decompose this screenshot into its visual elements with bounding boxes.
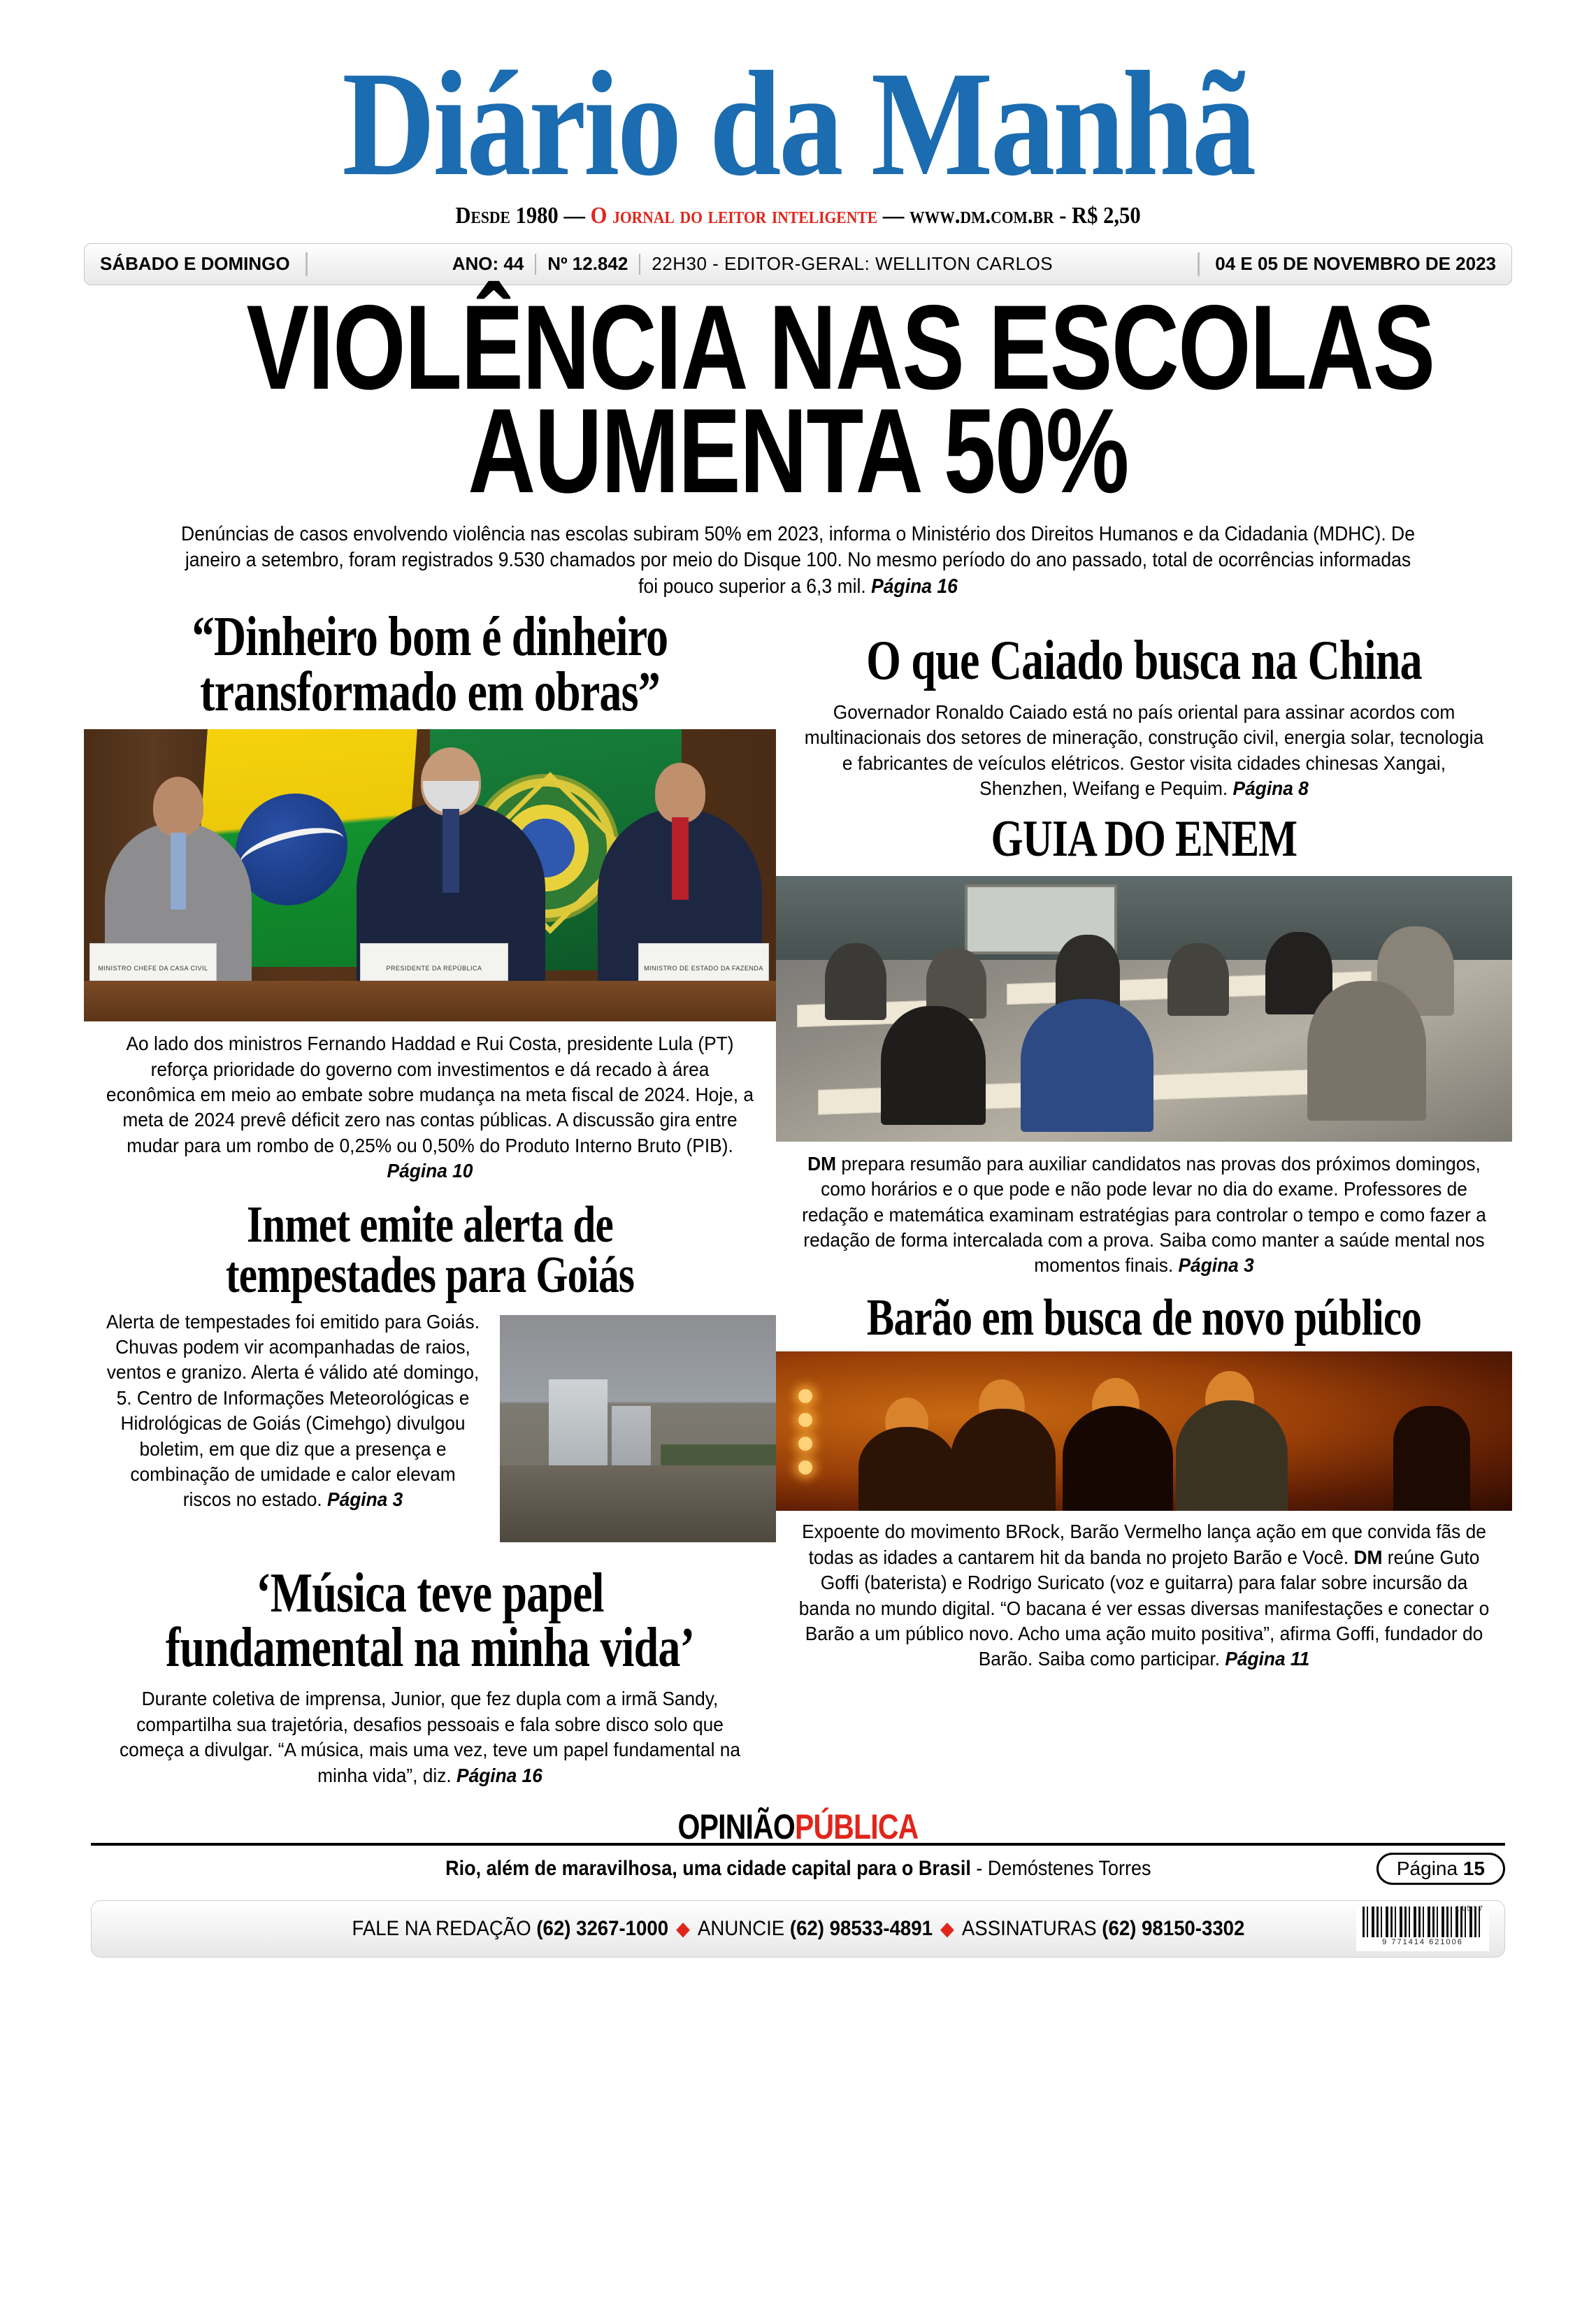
band-member-2 [951, 1409, 1056, 1511]
raised-hand-silhouette [1393, 1406, 1470, 1511]
caption-barao-text1: Expoente do movimento BRock, Barão Vermelho lança ação em que convida fãs de todas as idades a cantarem hit da banda no projeto Barão e Você. [802, 1521, 1486, 1568]
caption-barao-lead: DM [1353, 1546, 1383, 1568]
headline-guia-enem[interactable]: GUIA DO ENEM [991, 810, 1297, 868]
footer-contact-bar [91, 1900, 1505, 1958]
caption-inmet [105, 1309, 756, 1513]
infobar-divider-3 [639, 254, 640, 275]
stage-light-2 [798, 1413, 812, 1427]
page-ref-musica[interactable]: Página 16 [456, 1764, 542, 1786]
headline-dinheiro[interactable]: “Dinheiro bom é dinheiro transformado em obras” [192, 606, 668, 723]
headline-barao[interactable]: Barão em busca de novo público [866, 1288, 1422, 1347]
opinion-headline: Rio, além de maravilhosa, uma cidade capital para o Brasil [445, 1856, 971, 1880]
footer-phone-redacao[interactable]: (62) 3267-1000 [535, 1916, 668, 1940]
diamond-icon-1: ◆ [675, 1917, 690, 1939]
headline-caiado[interactable]: O que Caiado busca na China [866, 630, 1422, 692]
opinion-page-number: 15 [1462, 1857, 1485, 1879]
headline-musica[interactable]: ‘Música teve papel fundamental na minha vida’ [165, 1562, 695, 1679]
page-ref-caiado[interactable]: Página 8 [1232, 777, 1309, 799]
tagline-prefix: Desde 1980 — [455, 202, 591, 229]
issue-weekday: SÁBADO E DOMINGO [100, 253, 290, 275]
lead-headline-line1: VIOLÊNCIA NAS ESCOLAS [246, 280, 1435, 415]
caption-enem-text: prepara resumão para auxiliar candidatos nas provas dos próximos domingos, como horários e o que pode e não pode levar no dia do exame. Professores de redação e matemática examinam estratégias para controlar o tempo e como fazer a redação de forma intercalada com a prova. Saiba como manter a saúde mental nos momentos finais. [802, 1152, 1486, 1277]
stage-light-1 [798, 1389, 812, 1403]
opinion-title [218, 1807, 1378, 1847]
lead-headline [246, 280, 1435, 518]
masthead-tagline [80, 203, 1516, 229]
issue-year: ANO: 44 [452, 253, 524, 275]
lead-summary-text: Denúncias de casos envolvendo violência nas escolas subiram 50% em 2023, informa o Ministério dos Direitos Humanos e da Cidadania (MDHC). De janeiro a setembro, foram registrados 9.530 chamados por meio do Disque 100. No mesmo período do ano passado, total de ocorrências informadas foi pouco superior a 6,3 mil. [181, 522, 1415, 598]
nameplate-left-text: MINISTRO CHEFE DA CASA CIVIL [98, 965, 208, 972]
caption-inmet-text: Alerta de tempestades foi emitido para Goiás. Chuvas podem vir acompanhadas de raios, ventos e granizo. Alerta é válido até domingo, 5. Centro de Informações Meteorológicas e Hidrológicas de Goiás (Cimehgo) divulgou boletim, em que diz que a presença e combinação de umidade e calor elevam riscos no estado. [106, 1310, 480, 1511]
footer-phone-anuncie[interactable]: (62) 98533-4891 [789, 1916, 933, 1940]
opinion-page-badge[interactable] [1376, 1853, 1505, 1885]
conference-desk [84, 981, 776, 1021]
photo-barao-vermelho-band [776, 1351, 1512, 1511]
stage-light-3 [798, 1437, 812, 1451]
nameplate-center-text: PRESIDENTE DA REPÚBLICA [386, 965, 482, 972]
nameplate-right-text: MINISTRO DE ESTADO DA FAZENDA [644, 965, 763, 972]
footer-contacts [352, 1917, 1244, 1941]
barcode [1356, 1904, 1489, 1951]
caption-barao [798, 1519, 1490, 1672]
barcode-number: 9 771414 621006 [1382, 1937, 1463, 1946]
nameplate-left [89, 943, 217, 981]
caption-dinheiro-text: Ao lado dos ministros Fernando Haddad e Rui Costa, presidente Lula (PT) reforça prioridade do governo com investimentos e dá recado à área econômica em meio ao embate sobre mudança na meta fiscal de 2024. Hoje, a meta de 2024 prevê déficit zero nas contas públicas. A discussão gira entre mudar para um rombo de 0,25% ou 0,50% do Produto Interno Bruto (PIB). [106, 1033, 754, 1156]
opinion-author: - Demóstenes Torres [970, 1856, 1151, 1880]
infobar-divider-2 [535, 254, 536, 275]
opinion-line[interactable] [445, 1857, 1151, 1881]
photo-enem-classroom [776, 876, 1512, 1142]
lead-page-ref[interactable]: Página 16 [871, 575, 958, 598]
band-member-4 [1176, 1400, 1288, 1511]
opinion-section [91, 1807, 1505, 1881]
student-4 [1167, 943, 1229, 1016]
issue-time-editor: 22H30 - EDITOR-GERAL: WELLITON CARLOS [652, 253, 1054, 275]
right-column [776, 610, 1512, 1788]
caption-caiado [798, 700, 1490, 802]
stage-light-4 [798, 1460, 812, 1474]
caption-caiado-text: Governador Ronaldo Caiado está no país oriental para assinar acordos com multinacionais dos setores de mineração, construção civil, energia solar, tecnologia e fabricantes de veículos elétricos. Gestor visita cidades chinesas Xangai, Shenzhen, Weifang e Pequim. [804, 701, 1484, 799]
band-member-1 [858, 1427, 956, 1511]
student-1 [825, 943, 886, 1020]
barcode-addon-number: 11517 [1455, 1904, 1485, 1913]
opinion-title-black: OPINIÃO [677, 1807, 795, 1846]
student-foreground-2 [1021, 999, 1153, 1132]
photo-lula-ministers [84, 729, 776, 1021]
tagline-suffix: — www.dm.com.br - R$ 2,50 [877, 202, 1141, 229]
caption-enem-lead: DM [807, 1152, 837, 1175]
page-ref-inmet[interactable]: Página 3 [327, 1488, 403, 1511]
inmet-block [84, 1309, 776, 1548]
masthead [0, 0, 1596, 229]
page-ref-barao[interactable]: Página 11 [1225, 1648, 1310, 1670]
caption-barao-text2: reúne Guto Goffi (baterista) e Rodrigo Suricato (voz e guitarra) para falar sobre incursão da banda no mundo digital. “O bacana é ver essas diversas manifestações e conectar o Barão a um público novo. Acho uma ação muito positiva”, afirma Goffi, fundador do Barão. Saiba como participar. [798, 1546, 1490, 1670]
headline-inmet[interactable]: Inmet emite alerta de tempestades para Goiás [225, 1196, 635, 1305]
nameplate-center [360, 943, 508, 981]
caption-musica [105, 1686, 756, 1788]
opinion-title-red: PÚBLICA [794, 1807, 919, 1846]
newspaper-title: Diário da Manhã [342, 40, 1254, 207]
lead-summary [180, 522, 1417, 601]
nameplate-right [638, 943, 769, 981]
issue-number: Nº 12.842 [547, 253, 628, 275]
caption-enem [798, 1151, 1490, 1279]
tagline-slogan: O jornal do leitor inteligente [590, 202, 878, 229]
caption-dinheiro [105, 1031, 756, 1184]
footer-label-assinaturas: ASSINATURAS [961, 1916, 1102, 1940]
caption-musica-text: Durante coletiva de imprensa, Junior, que fez dupla com a irmã Sandy, compartilha sua trajetória, desafios pessoais e fala sobre disco solo que começa a divulgar. “A música, mais uma vez, teve um papel fundamental na minha vida”, diz. [119, 1688, 741, 1786]
student-foreground-3 [1307, 981, 1426, 1121]
page-ref-dinheiro[interactable]: Página 10 [387, 1160, 473, 1182]
left-column [84, 606, 776, 1788]
diamond-icon-2: ◆ [940, 1917, 954, 1939]
band-member-3 [1063, 1406, 1173, 1511]
page-ref-enem[interactable]: Página 3 [1178, 1254, 1254, 1277]
footer-phone-assinaturas[interactable]: (62) 98150-3302 [1101, 1916, 1244, 1940]
issue-info-bar [84, 243, 1512, 285]
issue-date: 04 E 05 DE NOVEMBRO DE 2023 [1215, 253, 1496, 275]
issue-details [308, 253, 1198, 275]
footer-label-anuncie: ANUNCIE [697, 1916, 790, 1940]
student-foreground-1 [881, 1006, 986, 1125]
opinion-row [91, 1857, 1505, 1881]
opinion-page-label: Página [1396, 1857, 1463, 1879]
footer-label-redacao: FALE NA REDAÇÃO [352, 1916, 536, 1940]
lead-headline-line2: AUMENTA 50% [468, 383, 1128, 518]
columns-container [0, 606, 1596, 1788]
